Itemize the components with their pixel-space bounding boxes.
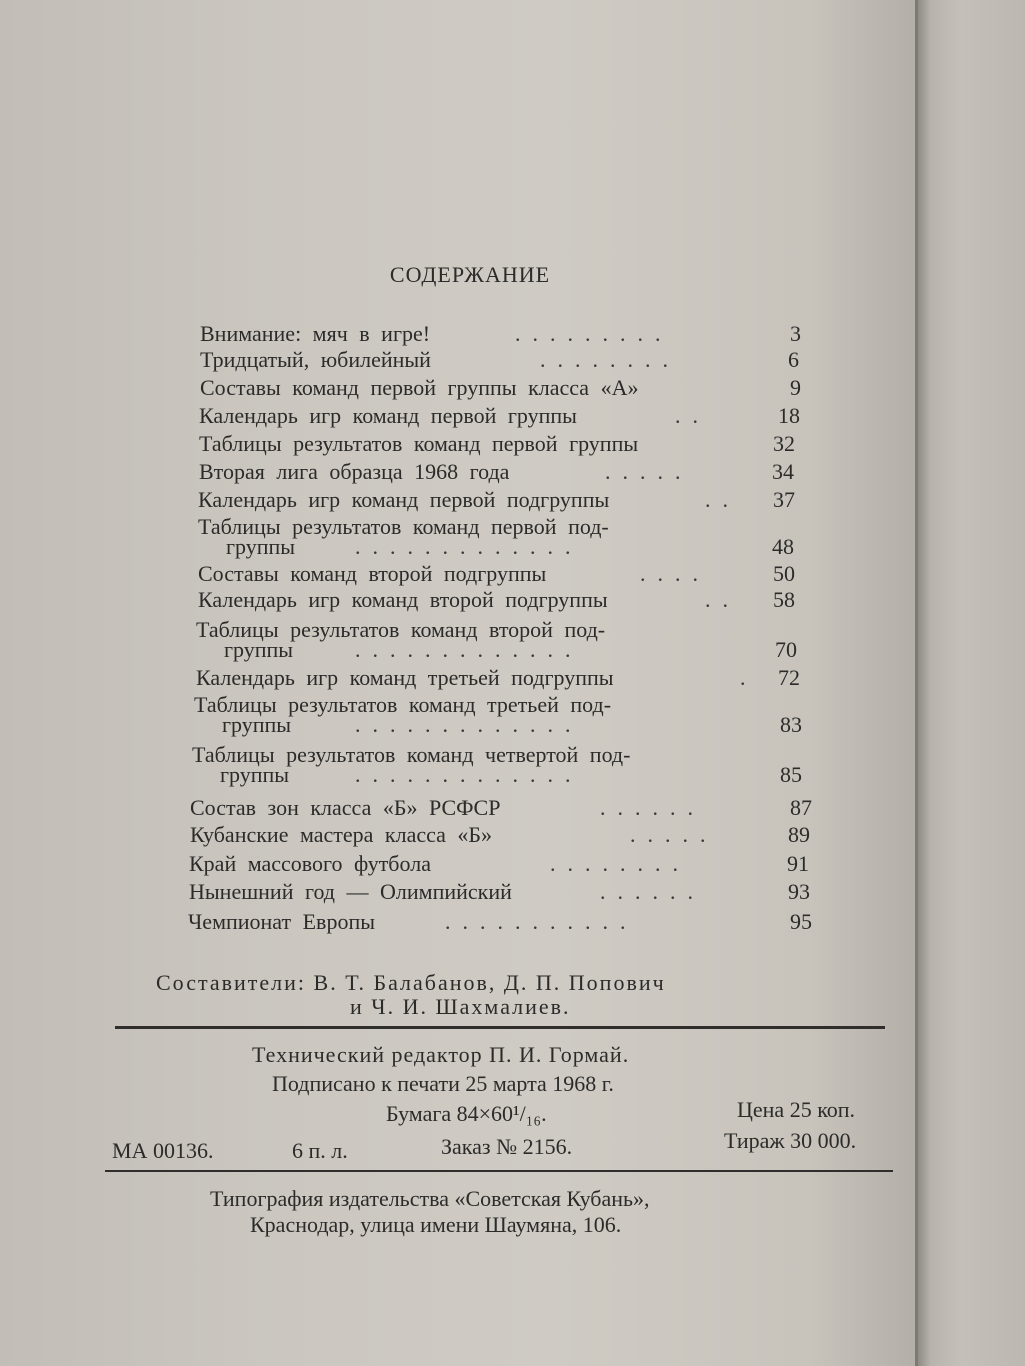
- toc-entry-title-continued: группы: [220, 762, 290, 787]
- toc-entry-page: 34: [772, 459, 794, 484]
- toc-entry-page: 93: [788, 879, 810, 904]
- toc-entry-title: Таблицы результатов команд первой под-: [198, 514, 609, 539]
- toc-entry-page: 58: [773, 587, 795, 612]
- sheets: 6 п. л.: [292, 1138, 348, 1163]
- dot-leader: ........: [550, 851, 690, 876]
- toc-entry-title: Нынешний год — Олимпийский: [189, 879, 512, 904]
- dot-leader: ....: [640, 561, 710, 586]
- toc-entry-page: 3: [790, 321, 801, 346]
- toc-entry-page: 89: [788, 822, 810, 847]
- toc-entry-title: Таблицы результатов команд второй под-: [196, 617, 606, 642]
- paper-format: Бумага 84×60¹/₁₆.: [386, 1101, 547, 1126]
- dot-leader: ........: [540, 347, 680, 372]
- toc-entry-title: Вторая лига образца 1968 года: [199, 459, 510, 484]
- compilers-line-2: и Ч. И. Шахмалиев.: [350, 994, 571, 1019]
- toc-entry-title-continued: группы: [226, 534, 296, 559]
- printer-line-2: Краснодар, улица имени Шаумяна, 106.: [250, 1212, 622, 1237]
- dot-leader: .............: [355, 762, 583, 787]
- toc-entry-title: Календарь игр команд второй подгруппы: [198, 587, 608, 612]
- toc-entry-title-continued: группы: [222, 712, 292, 737]
- code: МА 00136.: [112, 1138, 214, 1163]
- dot-leader: ..: [705, 487, 740, 512]
- divider-top: [115, 1026, 885, 1029]
- toc-entry-page: 91: [787, 851, 809, 876]
- dot-leader: .....: [630, 822, 718, 847]
- printer-line-1: Типография издательства «Советская Кубань»,: [210, 1186, 650, 1211]
- dot-leader: .: [740, 665, 758, 690]
- toc-entry-title: Составы команд первой группы класса «А»: [200, 375, 639, 400]
- next-page-edge: [918, 0, 1025, 1366]
- toc-entry-title: Внимание: мяч в игре!: [200, 321, 431, 346]
- toc-entry-title: Составы команд второй подгруппы: [198, 561, 547, 586]
- toc-entry-title: Состав зон класса «Б» РСФСР: [190, 795, 501, 820]
- toc-entry-page: 87: [790, 795, 812, 820]
- dot-leader: .............: [355, 637, 583, 662]
- toc-entry-title: Таблицы результатов команд первой группы: [199, 431, 639, 456]
- toc-entry-page: 37: [773, 487, 795, 512]
- toc-entry-title: Тридцатый, юбилейный: [200, 347, 431, 372]
- toc-entry-page: 95: [790, 909, 812, 934]
- toc-entry-page: 32: [773, 431, 795, 456]
- divider-bottom: [105, 1170, 893, 1172]
- toc-entry-page: 70: [775, 637, 797, 662]
- toc-entry-page: 83: [780, 712, 802, 737]
- dot-leader: ...........: [445, 909, 638, 934]
- order-number: Заказ № 2156.: [441, 1134, 573, 1159]
- toc-entry-page: 50: [773, 561, 795, 586]
- tech-editor: Технический редактор П. И. Гормай.: [252, 1042, 630, 1067]
- toc-entry-title: Чемпионат Европы: [188, 909, 375, 934]
- contents-heading: СОДЕРЖАНИЕ: [389, 262, 551, 287]
- toc-entry-title: Таблицы результатов команд третьей под-: [194, 692, 612, 717]
- toc-entry-page: 72: [778, 665, 800, 690]
- signed-date: Подписано к печати 25 марта 1968 г.: [272, 1071, 614, 1096]
- toc-entry-title: Край массового футбола: [189, 851, 431, 876]
- toc-entry-page: 48: [772, 534, 794, 559]
- toc-entry-page: 9: [790, 375, 801, 400]
- price: Цена 25 коп.: [737, 1097, 856, 1122]
- dot-leader: ..: [705, 587, 740, 612]
- toc-entry-title: Календарь игр команд первой подгруппы: [198, 487, 610, 512]
- dot-leader: ......: [600, 879, 705, 904]
- toc-entry-page: 6: [788, 347, 799, 372]
- print-run: Тираж 30 000.: [724, 1128, 857, 1153]
- dot-leader: .............: [355, 712, 583, 737]
- toc-entry-title: Кубанские мастера класса «Б»: [190, 822, 493, 847]
- toc-entry-title: Календарь игр команд третьей подгруппы: [196, 665, 614, 690]
- toc-entry-page: 85: [780, 762, 802, 787]
- dot-leader: ......: [600, 795, 705, 820]
- dot-leader: .....: [605, 459, 693, 484]
- toc-entry-title: Календарь игр команд первой группы: [199, 403, 577, 428]
- compilers-line-1: Составители: В. Т. Балабанов, Д. П. Попович: [156, 970, 666, 995]
- toc-entry-title-continued: группы: [224, 637, 294, 662]
- dot-leader: .............: [355, 534, 583, 559]
- toc-entry-title: Таблицы результатов команд четвертой под-: [192, 742, 631, 767]
- toc-entry-page: 18: [778, 403, 800, 428]
- dot-leader: ..: [675, 403, 710, 428]
- dot-leader: .........: [515, 321, 673, 346]
